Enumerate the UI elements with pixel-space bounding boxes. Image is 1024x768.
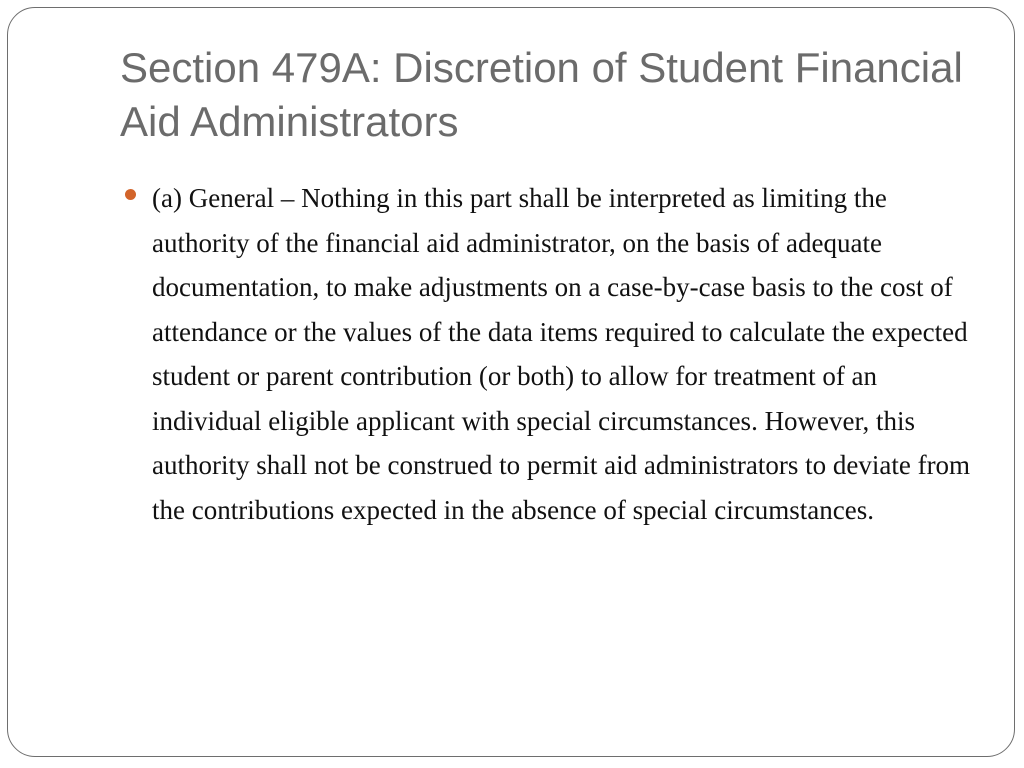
slide-frame [7, 7, 1015, 757]
bullet-dot-icon [125, 189, 136, 200]
bullet-text: (a) General – Nothing in this part shall be interpreted as limiting the authority of the financial aid administrator, on the basis of adequate documentation, to make adjustments on a case-by-case basis to the cost of attendance or the values of the data items required to calculate the expected student or parent contribution (or both) to allow for treatment of an individual eligible applicant with special circumstances. However, this authority shall not be construed to permit aid administrators to deviate from the contributions expected in the absence of special circumstances. [152, 183, 971, 525]
bullet-list [152, 176, 982, 532]
slide-title: Section 479A: Discretion of Student Financial Aid Administrators [120, 44, 963, 145]
bullet-item [152, 176, 982, 532]
